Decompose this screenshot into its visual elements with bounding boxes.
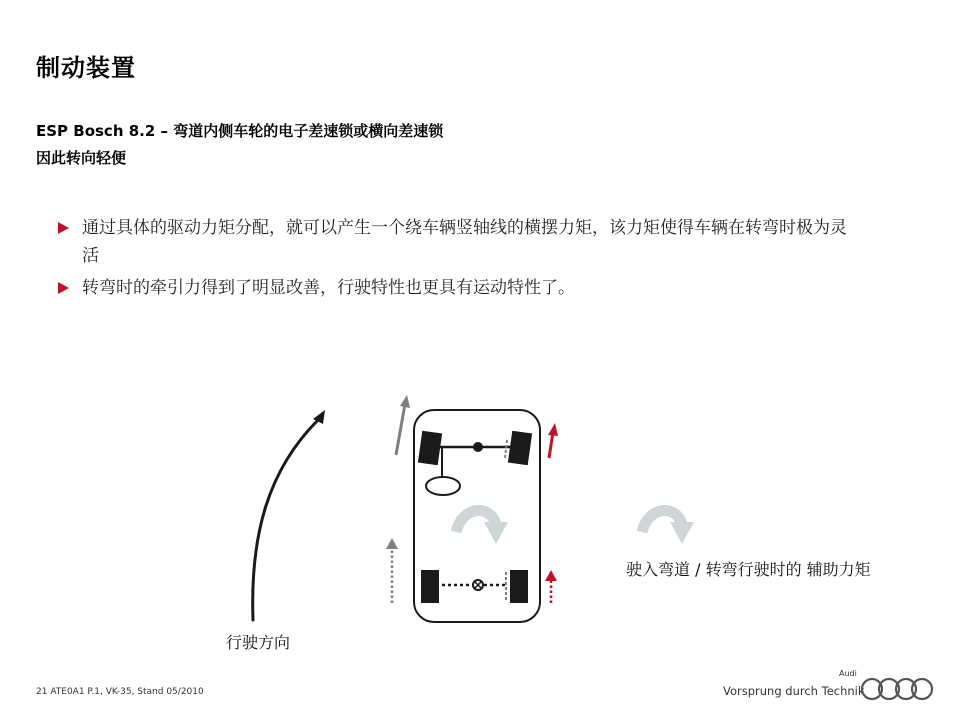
rear-right-wheel bbox=[510, 570, 528, 603]
rear-left-force-arrow bbox=[386, 538, 398, 603]
legend-yaw-arrow-icon bbox=[642, 511, 694, 544]
slide-title: 制动装置 bbox=[36, 54, 136, 82]
footer-brand: Audi bbox=[839, 669, 857, 678]
footer-slogan: Vorsprung durch Technik bbox=[723, 684, 865, 698]
yaw-moment-label: 驶入弯道 / 转弯行驶时的 辅助力矩 bbox=[626, 560, 871, 579]
rear-left-wheel bbox=[421, 570, 439, 603]
direction-label: 行驶方向 bbox=[226, 633, 291, 652]
subtitle-line-2: 因此转向轻便 bbox=[36, 149, 127, 167]
front-left-force-arrow bbox=[396, 395, 410, 455]
rear-right-force-arrow bbox=[545, 570, 557, 603]
driving-direction-arrow bbox=[253, 410, 325, 620]
front-right-force-arrow bbox=[548, 423, 558, 458]
steering-wheel-icon bbox=[426, 477, 460, 495]
bullet-text: 转弯时的牵引力得到了明显改善，行驶特性也更具有运动特性了。 bbox=[82, 278, 575, 298]
audi-rings-logo-icon bbox=[860, 676, 934, 702]
footer-page-info: 21 ATE0A1 P.1, VK-35, Stand 05/2010 bbox=[36, 687, 204, 697]
subtitle-line-1: ESP Bosch 8.2 – 弯道内侧车轮的电子差速锁或横向差速锁 bbox=[36, 122, 444, 140]
bullet-text: 通过具体的驱动力矩分配，就可以产生一个绕车辆竖轴线的横摆力矩，该力矩使得车辆在转弯时极为灵活 bbox=[82, 218, 847, 266]
